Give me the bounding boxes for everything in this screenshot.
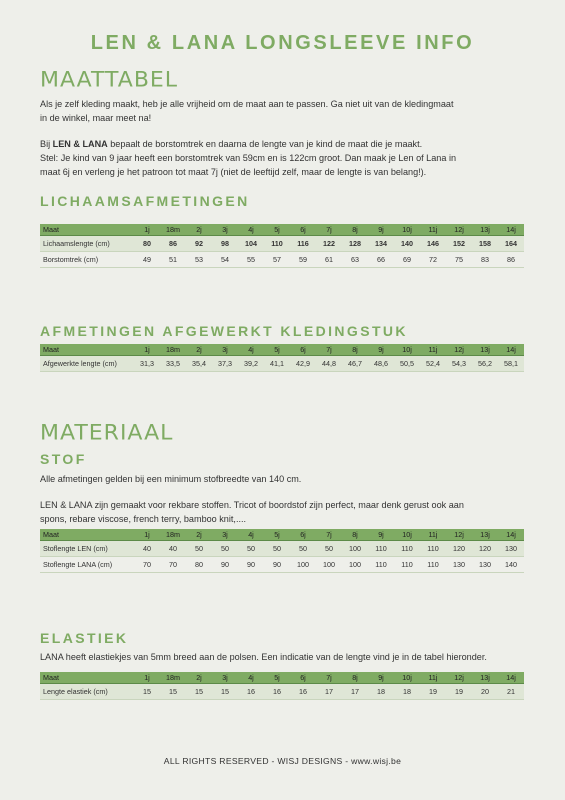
table-header-cell: 13j xyxy=(472,224,498,236)
table-cell: 16 xyxy=(238,684,264,700)
table-cell: 50 xyxy=(290,541,316,557)
table-cell: 50 xyxy=(238,541,264,557)
table-cell: 69 xyxy=(394,252,420,268)
finished-garment-table xyxy=(40,344,524,372)
table-cell: 59 xyxy=(290,252,316,268)
table-header-cell: 7j xyxy=(316,672,342,684)
table-header-cell: 10j xyxy=(394,672,420,684)
table-header-cell: 12j xyxy=(446,344,472,356)
table-header-cell: 6j xyxy=(290,672,316,684)
table-cell: 48,6 xyxy=(368,356,394,372)
row-label: Stoflengte LANA (cm) xyxy=(40,557,134,573)
table-header-cell: 14j xyxy=(498,224,524,236)
table-cell: 58,1 xyxy=(498,356,524,372)
table-header-cell: 14j xyxy=(498,529,524,541)
table-cell: 66 xyxy=(368,252,394,268)
elastiek-heading: ELASTIEK xyxy=(40,630,129,646)
body-measurements-table xyxy=(40,224,524,268)
stof-width-note: Alle afmetingen gelden bij een minimum stofbreedte van 140 cm. xyxy=(40,474,302,484)
table-cell: 86 xyxy=(160,236,186,252)
table-header-cell: 9j xyxy=(368,529,394,541)
table-cell: 54 xyxy=(212,252,238,268)
table-header-cell: 1j xyxy=(134,672,160,684)
table-cell: 56,2 xyxy=(472,356,498,372)
table-cell: 90 xyxy=(238,557,264,573)
table-header-row xyxy=(40,529,524,541)
table-cell: 110 xyxy=(420,541,446,557)
elastic-length-table xyxy=(40,672,524,700)
table-cell: 100 xyxy=(342,557,368,573)
table-row xyxy=(40,541,524,557)
table-header-cell: 7j xyxy=(316,224,342,236)
table-cell: 18 xyxy=(394,684,420,700)
table-cell: 80 xyxy=(134,236,160,252)
table-header-row xyxy=(40,672,524,684)
table-header-cell: 2j xyxy=(186,344,212,356)
table-cell: 100 xyxy=(342,541,368,557)
table-cell: 40 xyxy=(134,541,160,557)
table-cell: 19 xyxy=(446,684,472,700)
table-cell: 46,7 xyxy=(342,356,368,372)
table-header-cell: 10j xyxy=(394,529,420,541)
table-header-cell: 9j xyxy=(368,224,394,236)
row-label: Afgewerkte lengte (cm) xyxy=(40,356,134,372)
table-cell: 100 xyxy=(290,557,316,573)
table-cell: 20 xyxy=(472,684,498,700)
table-header-cell: 8j xyxy=(342,344,368,356)
table-header-row xyxy=(40,344,524,356)
stof-fabric-note xyxy=(40,498,530,526)
table-cell: 104 xyxy=(238,236,264,252)
table-row xyxy=(40,252,524,268)
table-header-cell: 11j xyxy=(420,344,446,356)
table-cell: 134 xyxy=(368,236,394,252)
table-cell: 70 xyxy=(160,557,186,573)
table-header-cell: 12j xyxy=(446,224,472,236)
table-header-cell: 12j xyxy=(446,529,472,541)
table-cell: 16 xyxy=(264,684,290,700)
table-header-cell: Maat xyxy=(40,529,134,541)
table-header-cell: 2j xyxy=(186,672,212,684)
table-cell: 120 xyxy=(446,541,472,557)
table-cell: 110 xyxy=(394,541,420,557)
table-cell: 54,3 xyxy=(446,356,472,372)
table-header-cell: 14j xyxy=(498,344,524,356)
stof-heading: STOF xyxy=(40,451,87,467)
table-header-cell: 3j xyxy=(212,672,238,684)
fabric-note-line-2: spons, rebare viscose, french terry, bamboo knit,.... xyxy=(40,514,247,525)
table-header-cell: 8j xyxy=(342,672,368,684)
table-cell: 86 xyxy=(498,252,524,268)
table-cell: 15 xyxy=(134,684,160,700)
table-cell: 16 xyxy=(290,684,316,700)
table-cell: 39,2 xyxy=(238,356,264,372)
table-header-cell: 1j xyxy=(134,344,160,356)
table-header-cell: 5j xyxy=(264,344,290,356)
table-header-cell: 9j xyxy=(368,672,394,684)
maattabel-explanation xyxy=(40,137,530,180)
table-cell: 61 xyxy=(316,252,342,268)
maattabel-heading: MAATTABEL xyxy=(40,68,179,93)
table-header-cell: 3j xyxy=(212,529,238,541)
row-label: Lengte elastiek (cm) xyxy=(40,684,134,700)
table-header-cell: 4j xyxy=(238,224,264,236)
row-label: Stoflengte LEN (cm) xyxy=(40,541,134,557)
table-header-cell: 5j xyxy=(264,529,290,541)
table-cell: 128 xyxy=(342,236,368,252)
table-cell: 116 xyxy=(290,236,316,252)
table-cell: 75 xyxy=(446,252,472,268)
table-header-cell: 18m xyxy=(160,224,186,236)
table-header-cell: 2j xyxy=(186,529,212,541)
table-header-cell: 13j xyxy=(472,672,498,684)
table-header-cell: Maat xyxy=(40,224,134,236)
table-header-cell: 18m xyxy=(160,672,186,684)
table-cell: 44,8 xyxy=(316,356,342,372)
body-measurements-heading: LICHAAMSAFMETINGEN xyxy=(40,193,250,209)
fabric-length-table xyxy=(40,529,524,573)
table-cell: 35,4 xyxy=(186,356,212,372)
table-header-cell: 4j xyxy=(238,529,264,541)
table-cell: 21 xyxy=(498,684,524,700)
table-cell: 72 xyxy=(420,252,446,268)
table-header-row xyxy=(40,224,524,236)
table-cell: 17 xyxy=(316,684,342,700)
table-header-cell: 7j xyxy=(316,344,342,356)
table-cell: 42,9 xyxy=(290,356,316,372)
table-cell: 31,3 xyxy=(134,356,160,372)
table-cell: 130 xyxy=(498,541,524,557)
table-cell: 130 xyxy=(446,557,472,573)
explanation-line-3: maat 6j en verleng je het patroon tot maat 7j (niet de leeftijd zelf, maar de lengte is van belang!). xyxy=(40,167,427,178)
table-cell: 51 xyxy=(160,252,186,268)
footer: ALL RIGHTS RESERVED - WISJ DESIGNS - www.wisj.be xyxy=(163,756,402,766)
table-cell: 15 xyxy=(160,684,186,700)
table-header-cell: 4j xyxy=(238,672,264,684)
intro-line-1: Als je zelf kleding maakt, heb je alle vrijheid om de maat aan te passen. Ga niet uit van de kledingmaat xyxy=(40,99,454,109)
table-cell: 49 xyxy=(134,252,160,268)
table-header-cell: 9j xyxy=(368,344,394,356)
table-cell: 80 xyxy=(186,557,212,573)
table-cell: 98 xyxy=(212,236,238,252)
table-cell: 15 xyxy=(212,684,238,700)
table-cell: 92 xyxy=(186,236,212,252)
table-cell: 40 xyxy=(160,541,186,557)
table-cell: 41,1 xyxy=(264,356,290,372)
table-cell: 50,5 xyxy=(394,356,420,372)
fabric-note-line-1: LEN & LANA zijn gemaakt voor rekbare stoffen. Tricot of boordstof zijn perfect, maar denk gerust ook aan xyxy=(40,500,464,510)
table-cell: 57 xyxy=(264,252,290,268)
table-cell: 164 xyxy=(498,236,524,252)
table-cell: 158 xyxy=(472,236,498,252)
table-row xyxy=(40,684,524,700)
table-header-cell: 8j xyxy=(342,224,368,236)
table-header-cell: 12j xyxy=(446,672,472,684)
table-header-cell: 1j xyxy=(134,224,160,236)
table-cell: 90 xyxy=(212,557,238,573)
table-cell: 50 xyxy=(316,541,342,557)
maattabel-intro xyxy=(40,97,530,125)
table-header-cell: 10j xyxy=(394,344,420,356)
table-cell: 130 xyxy=(472,557,498,573)
table-header-cell: 18m xyxy=(160,529,186,541)
table-header-cell: 18m xyxy=(160,344,186,356)
table-cell: 140 xyxy=(498,557,524,573)
table-header-cell: 14j xyxy=(498,672,524,684)
table-header-cell: 6j xyxy=(290,529,316,541)
materiaal-heading: MATERIAAL xyxy=(40,421,174,446)
table-header-cell: 13j xyxy=(472,344,498,356)
table-header-cell: 3j xyxy=(212,224,238,236)
table-cell: 152 xyxy=(446,236,472,252)
table-cell: 70 xyxy=(134,557,160,573)
table-cell: 19 xyxy=(420,684,446,700)
table-cell: 50 xyxy=(186,541,212,557)
table-cell: 100 xyxy=(316,557,342,573)
table-cell: 90 xyxy=(264,557,290,573)
table-cell: 15 xyxy=(186,684,212,700)
table-cell: 83 xyxy=(472,252,498,268)
table-header-cell: 13j xyxy=(472,529,498,541)
elastiek-note: LANA heeft elastiekjes van 5mm breed aan de polsen. Een indicatie van de lengte vind je in de tabel hieronder. xyxy=(40,652,487,662)
page-title: LEN & LANA LONGSLEEVE INFO xyxy=(90,32,475,54)
table-cell: 110 xyxy=(420,557,446,573)
table-row xyxy=(40,236,524,252)
table-cell: 140 xyxy=(394,236,420,252)
table-cell: 63 xyxy=(342,252,368,268)
table-header-cell: 1j xyxy=(134,529,160,541)
table-row xyxy=(40,356,524,372)
table-cell: 50 xyxy=(264,541,290,557)
table-cell: 37,3 xyxy=(212,356,238,372)
table-cell: 52,4 xyxy=(420,356,446,372)
table-cell: 17 xyxy=(342,684,368,700)
table-cell: 122 xyxy=(316,236,342,252)
intro-line-2: in de winkel, maar meet na! xyxy=(40,113,152,124)
table-cell: 18 xyxy=(368,684,394,700)
table-cell: 146 xyxy=(420,236,446,252)
table-header-cell: 6j xyxy=(290,224,316,236)
table-header-cell: 4j xyxy=(238,344,264,356)
table-cell: 110 xyxy=(368,557,394,573)
table-header-cell: 10j xyxy=(394,224,420,236)
table-header-cell: 8j xyxy=(342,529,368,541)
table-cell: 110 xyxy=(368,541,394,557)
table-cell: 120 xyxy=(472,541,498,557)
table-header-cell: Maat xyxy=(40,672,134,684)
table-header-cell: 2j xyxy=(186,224,212,236)
explanation-line-2: Stel: Je kind van 9 jaar heeft een borstomtrek van 59cm en is 122cm groot. Dan maak je Len of Lana in xyxy=(40,153,457,164)
table-cell: 110 xyxy=(394,557,420,573)
table-header-cell: 11j xyxy=(420,529,446,541)
explanation-line-1: Bij LEN & LANA bepaalt de borstomtrek en daarna de lengte van je kind de maat die je maakt. xyxy=(40,139,423,149)
table-header-cell: 7j xyxy=(316,529,342,541)
table-header-cell: 3j xyxy=(212,344,238,356)
finished-garment-heading: AFMETINGEN AFGEWERKT KLEDINGSTUK xyxy=(40,323,408,339)
row-label: Lichaamslengte (cm) xyxy=(40,236,134,252)
table-header-cell: 6j xyxy=(290,344,316,356)
table-row xyxy=(40,557,524,573)
table-cell: 55 xyxy=(238,252,264,268)
table-header-cell: 5j xyxy=(264,224,290,236)
table-header-cell: 11j xyxy=(420,224,446,236)
table-header-cell: 5j xyxy=(264,672,290,684)
table-header-cell: 11j xyxy=(420,672,446,684)
table-header-cell: Maat xyxy=(40,344,134,356)
table-cell: 50 xyxy=(212,541,238,557)
table-cell: 53 xyxy=(186,252,212,268)
table-cell: 110 xyxy=(264,236,290,252)
table-cell: 33,5 xyxy=(160,356,186,372)
row-label: Borstomtrek (cm) xyxy=(40,252,134,268)
